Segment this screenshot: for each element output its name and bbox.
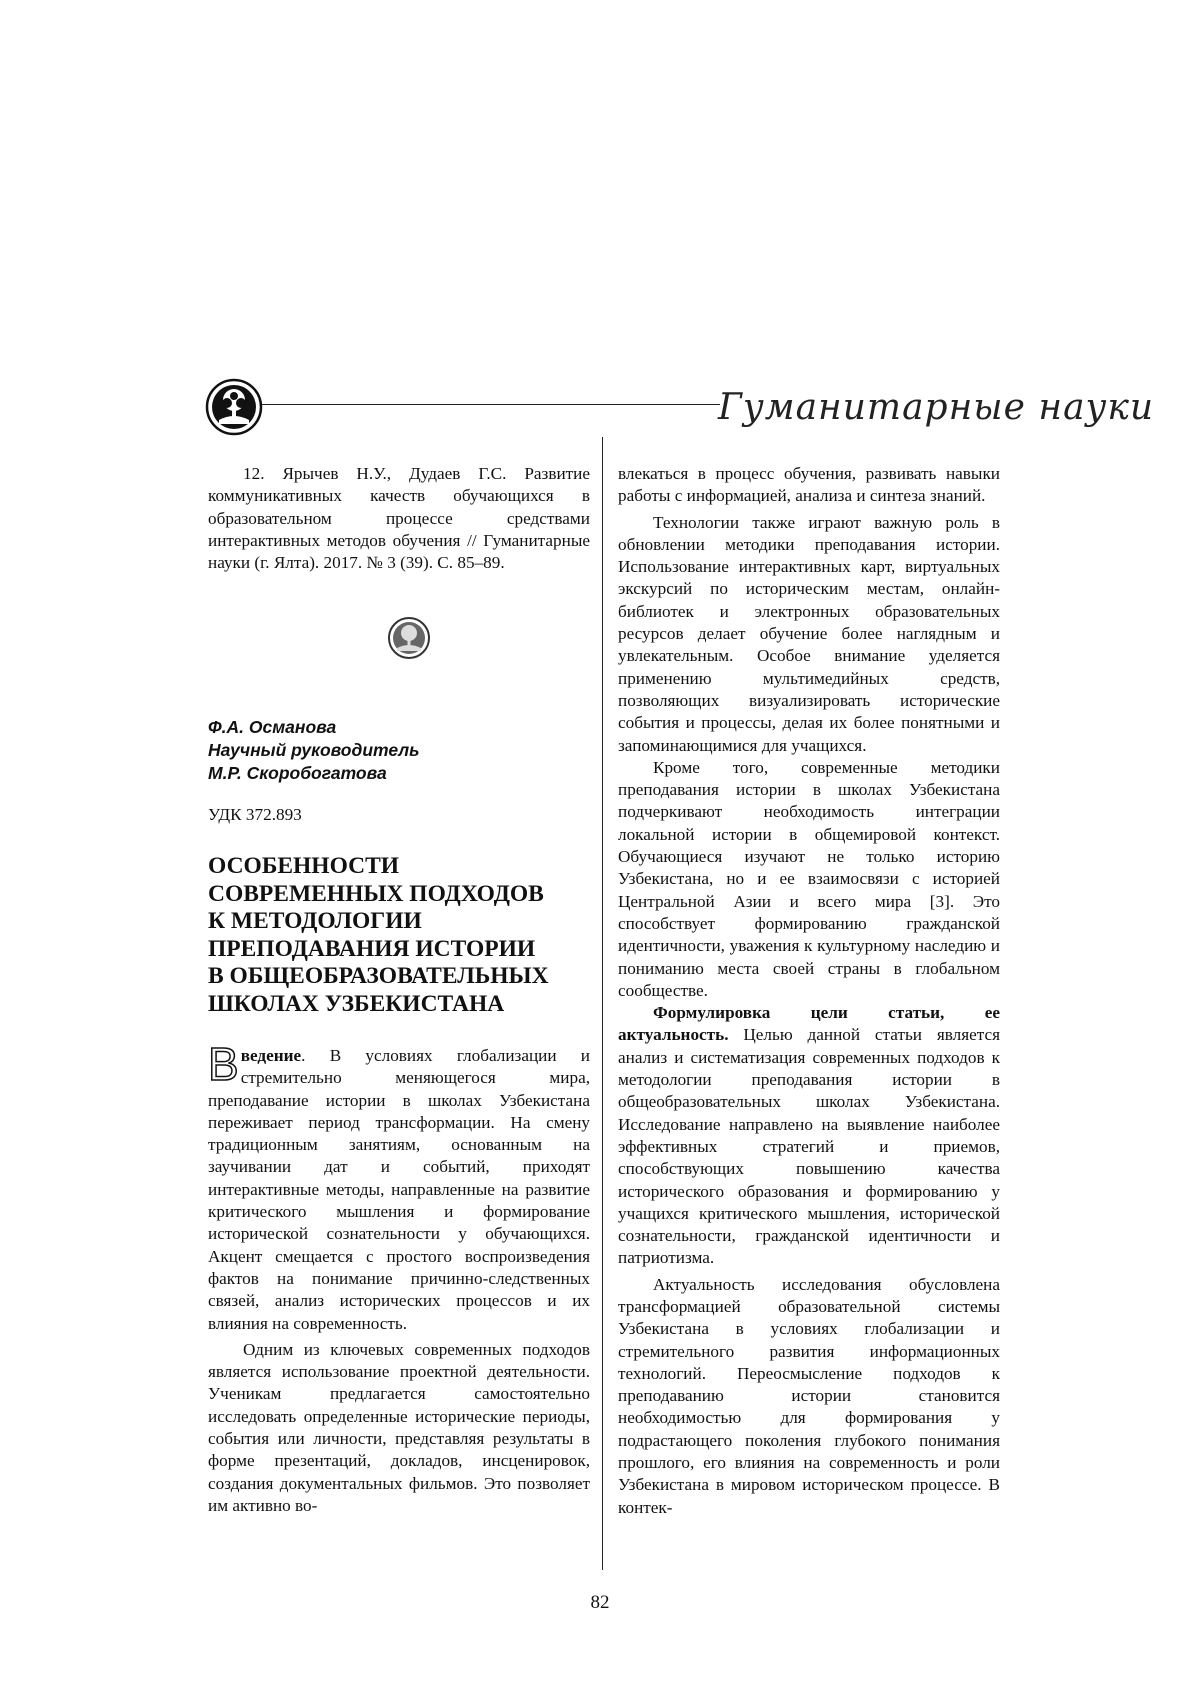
body-paragraph: влекаться в процесс обучения, развивать навыки работы с информацией, анализа и синтеза знаний. bbox=[618, 464, 1000, 506]
tree-emblem-icon bbox=[205, 378, 263, 436]
title-line: В ОБЩЕОБРАЗОВАТЕЛЬНЫХ bbox=[208, 963, 549, 990]
page-number: 82 bbox=[590, 1592, 610, 1613]
udk-code: УДК 372.893 bbox=[208, 805, 302, 824]
goal-text: Целью данной статьи является анализ и систематизация современных подходов к методологии преподавания истории в общеобразовательных школах Узбекистана. Исследование направлено на выявление наиболее эффективных стратегий и приемов, способствующих повышению качества исторического образования и формированию у учащихся критического мышления, исторической сознательности, гражданской идентичности и патриотизма. bbox=[618, 1025, 1000, 1268]
left-column bbox=[208, 1038, 590, 1517]
supervisor-name: М.Р. Скоробогатова bbox=[208, 763, 387, 783]
article-title bbox=[208, 853, 598, 1019]
body-paragraph: Кроме того, современные методики преподавания истории в школах Узбекистана подчеркивают необходимость интеграции локальной истории в общемировой контекст. Обучающиеся изучают не только историю Узбекистана, но и ее взаимосвязи с историей Центральной Азии и всего мира [3]. Это способствует формированию гражданской идентичности, уважения к культурному наследию и пониманию места своей страны в глобальном сообществе. bbox=[618, 757, 1000, 1000]
column-divider bbox=[602, 437, 603, 1570]
intro-text: . В условиях глобализации и стремительно меняющегося мира, преподавание истории в школах Узбекистана переживает период трансформации. На смену традиционным занятиям, основанным на заучивании дат и событий, приходят интерактивные методы, направленные на развитие критического мышления и формирование исторической сознательности у обучающихся. Акцент смещается с простого воспроизведения фактов на понимание причинно-следственных связей, анализ исторических процессов и их влияния на современность. bbox=[208, 1046, 590, 1333]
intro-heading: ведение bbox=[240, 1046, 302, 1065]
body-paragraph: Технологии также играют важную роль в обновлении методики преподавания истории. Использование интерактивных карт, виртуальных экскурсий по историческим местам, онлайн-библиотек и электронных образовательных ресурсов делает обучение более наглядным и увлекательным. Особое внимание уделяется применению мультимедийных средств, позволяющих визуализировать исторические события и процессы, делая их более понятными и запоминающимися для учащихся. bbox=[618, 512, 1000, 755]
goal-paragraph bbox=[618, 1002, 1000, 1270]
supervisor-label: Научный руководитель bbox=[208, 740, 420, 760]
authors-block bbox=[208, 716, 590, 785]
section-title: Гуманитарные науки bbox=[718, 387, 1155, 428]
reference-text: 12. Ярычев Н.У., Дудаев Г.С. Развитие коммуникативных качеств обучающихся в образовательном процессе средствами интерактивных методов обучения // Гуманитарные науки (г. Ялта). 2017. № 3 (39). С. 85–89. bbox=[208, 464, 590, 573]
body-paragraph: Одним из ключевых современных подходов является использование проектной деятельности. Ученикам предлагается самостоятельно исследовать определенные исторические периоды, события или личности, представляя результаты в форме презентаций, докладов, инсценировок, создания документальных фильмов. Это позволяет им активно во- bbox=[208, 1339, 590, 1515]
title-line: СОВРЕМЕННЫХ ПОДХОДОВ bbox=[208, 880, 544, 907]
intro-paragraph bbox=[208, 1038, 590, 1335]
tree-emblem-icon bbox=[387, 616, 431, 660]
reference-item bbox=[208, 463, 590, 574]
title-line: ОСОБЕННОСТИ bbox=[208, 853, 400, 879]
drop-cap: В bbox=[208, 1038, 239, 1090]
header-rule bbox=[262, 404, 720, 405]
title-line: ШКОЛАХ УЗБЕКИСТАНА bbox=[208, 990, 505, 1017]
right-column bbox=[618, 463, 1000, 1519]
author-name: Ф.А. Османова bbox=[208, 717, 337, 737]
title-line: К МЕТОДОЛОГИИ bbox=[208, 908, 422, 935]
title-line: ПРЕПОДАВАНИЯ ИСТОРИИ bbox=[208, 935, 536, 962]
goal-heading: Формулировка цели статьи, ее актуальность. bbox=[618, 1003, 1000, 1045]
body-paragraph: Актуальность исследования обусловлена трансформацией образовательной системы Узбекистана в условиях глобализации и стремительного развития информационных технологий. Переосмысление подходов к преподаванию истории становится необходимостью для формирования у подрастающего поколения глубокого понимания прошлого, его влияния на современность и роли Узбекистана в мировом историческом процессе. В контек- bbox=[618, 1274, 1000, 1517]
